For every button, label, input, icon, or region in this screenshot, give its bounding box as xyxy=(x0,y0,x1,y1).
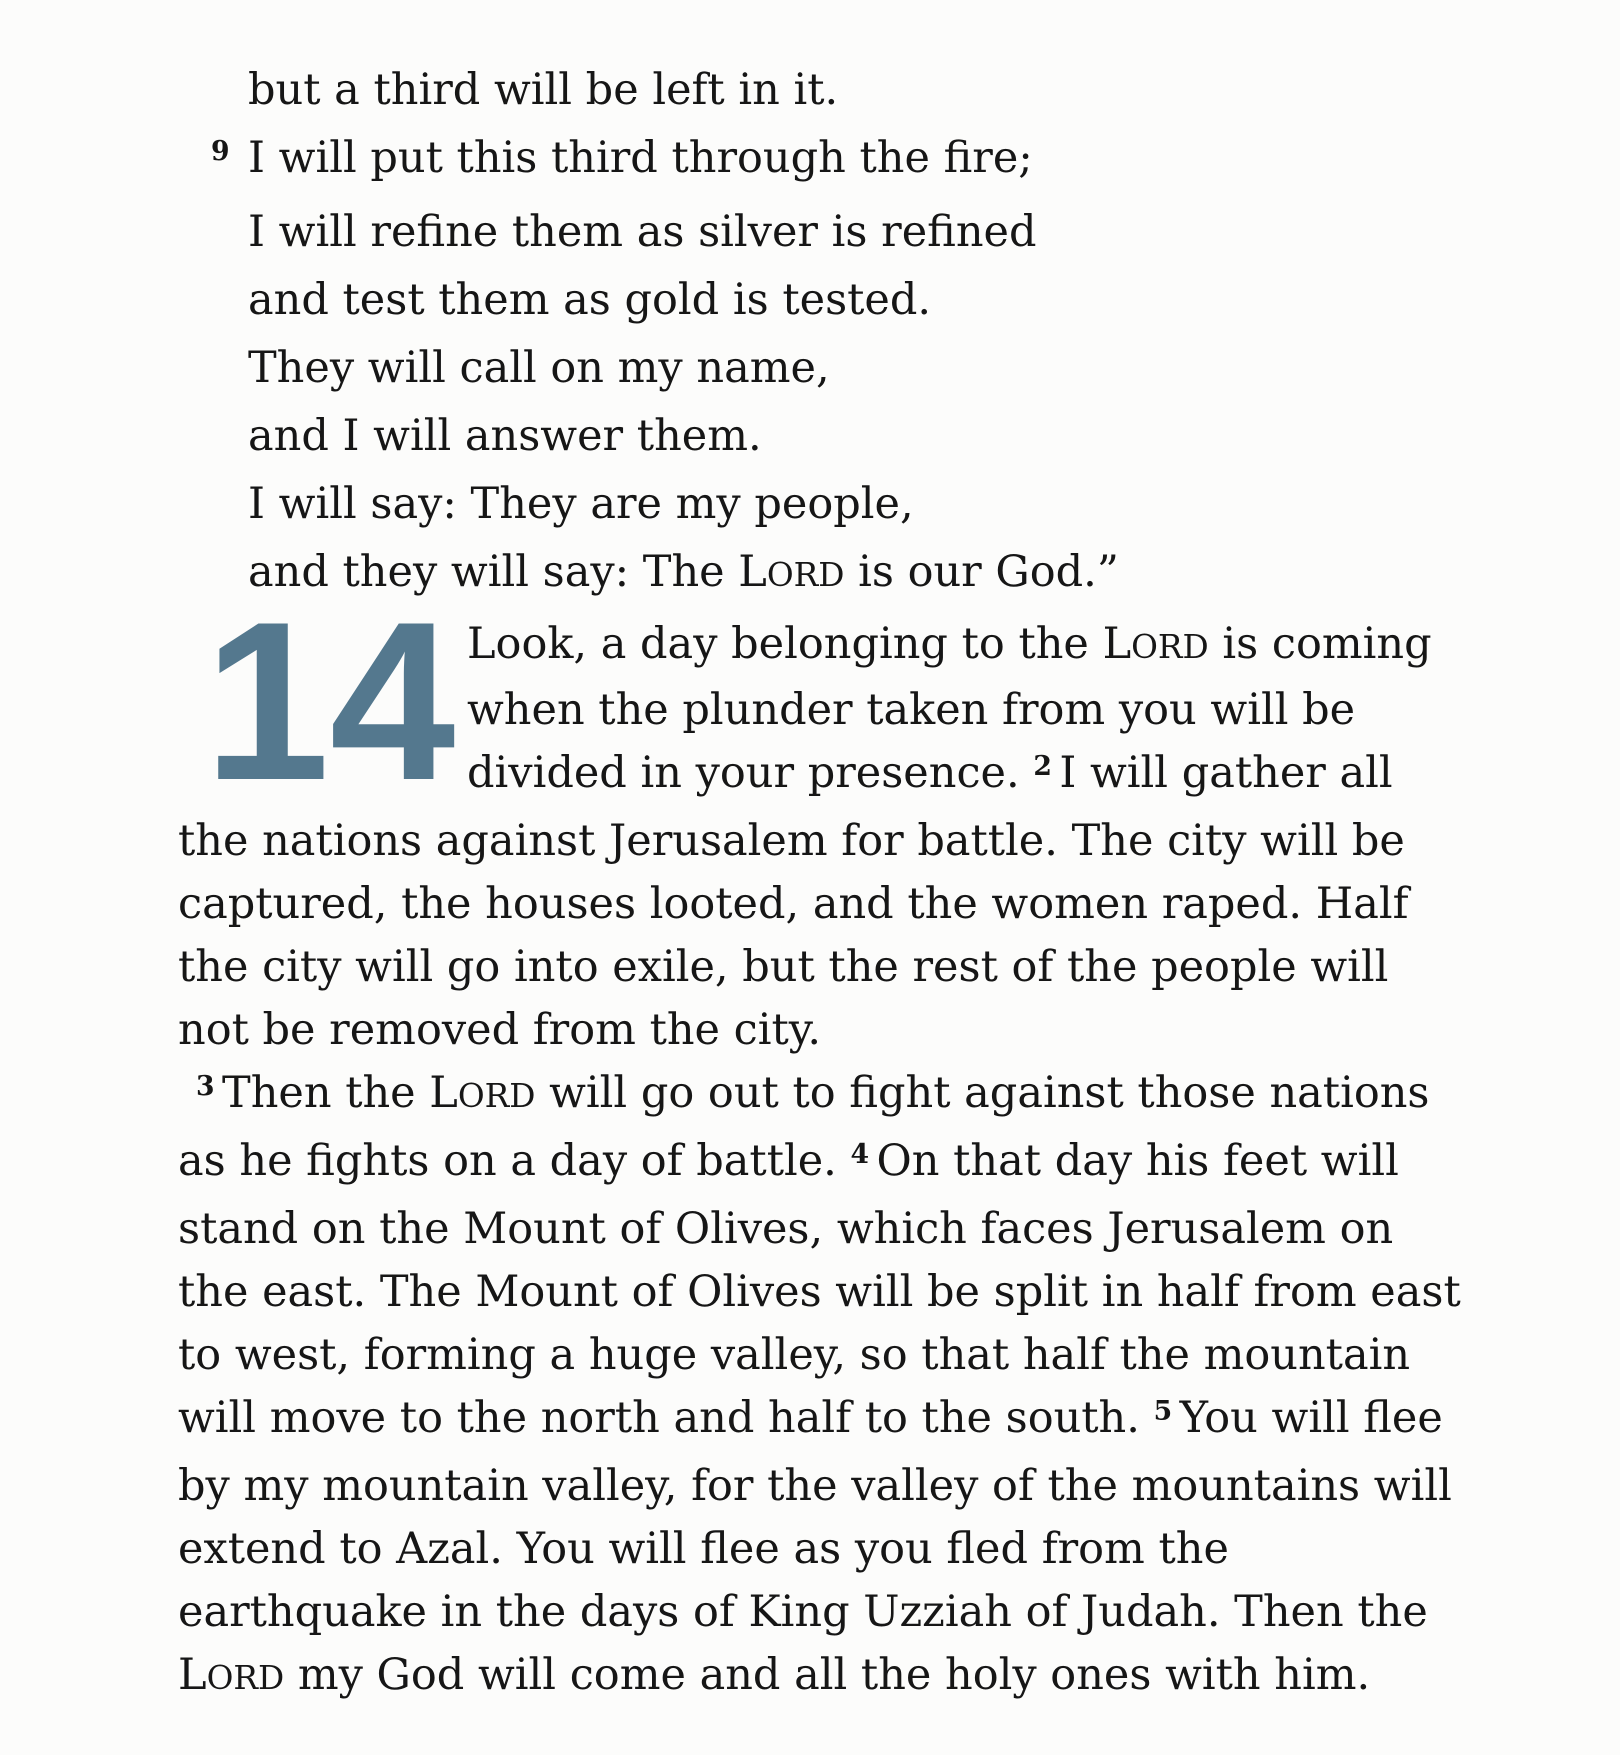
small-caps-lord: LORD xyxy=(429,1068,536,1118)
verse-number: 5 xyxy=(1153,1396,1173,1428)
poetry-line: but a third will be left in it. xyxy=(248,65,839,115)
poetry-line: and I will answer them. xyxy=(248,411,762,461)
paragraph-verses-1-2: 14 Look, a day belonging to the LORD is coming when the plunder taken from you will be divided in your presence. $^2$ I will gather all the nations against Jerusalem for battle. The city will be captured, the houses looted, and the women raped. Half the city will go into exile, but the rest of the people will not be removed from the city. xyxy=(178,574,1432,1055)
poetry-line: and test them as gold is tested. xyxy=(248,275,932,325)
small-caps-lord: LORD xyxy=(178,1650,285,1700)
small-caps-lord: LORD xyxy=(738,547,845,597)
poetry-block xyxy=(178,56,1470,609)
chapter-number: 14 xyxy=(204,574,456,827)
scripture-page[interactable] xyxy=(178,56,1470,1710)
chapter-block xyxy=(178,574,1470,1710)
poetry-line: and they will say: The LORD is our God.” xyxy=(248,547,1119,597)
poetry-line: I will refine them as silver is refined xyxy=(248,207,1037,257)
verse-number: 9 xyxy=(211,136,230,168)
verse-number: 3 xyxy=(196,1071,215,1103)
small-caps-lord: LORD xyxy=(1102,619,1209,669)
chapter-number-dropcap xyxy=(178,574,467,827)
poetry-line: They will call on my name, xyxy=(248,343,830,393)
verse-number: 4 xyxy=(850,1139,870,1171)
paragraph-verses-3-5: $^3$ Then the LORD will go out to fight against those nations as he fights on a day of battle. $^4$ On that day his feet will stand on the Mount of Olives, which faces Jerusalem on the east. The Mount of Olives will be split in half from east to west, forming a huge valley, so that half the mountain will move to the north and half to the south. $^5$ You will flee by my mountain valley, for the valley of the mountains will extend to Azal. You will flee as you fled from the earthquake in the days of King Uzziah of Judah. Then the LORD my God will come and all the holy ones with him. xyxy=(178,1068,1461,1700)
poetry-line: I will say: They are my people, xyxy=(248,479,914,529)
poetry-line: 9 I will put this third through the fire; xyxy=(178,124,1470,198)
verse-number: 2 xyxy=(1033,751,1052,783)
